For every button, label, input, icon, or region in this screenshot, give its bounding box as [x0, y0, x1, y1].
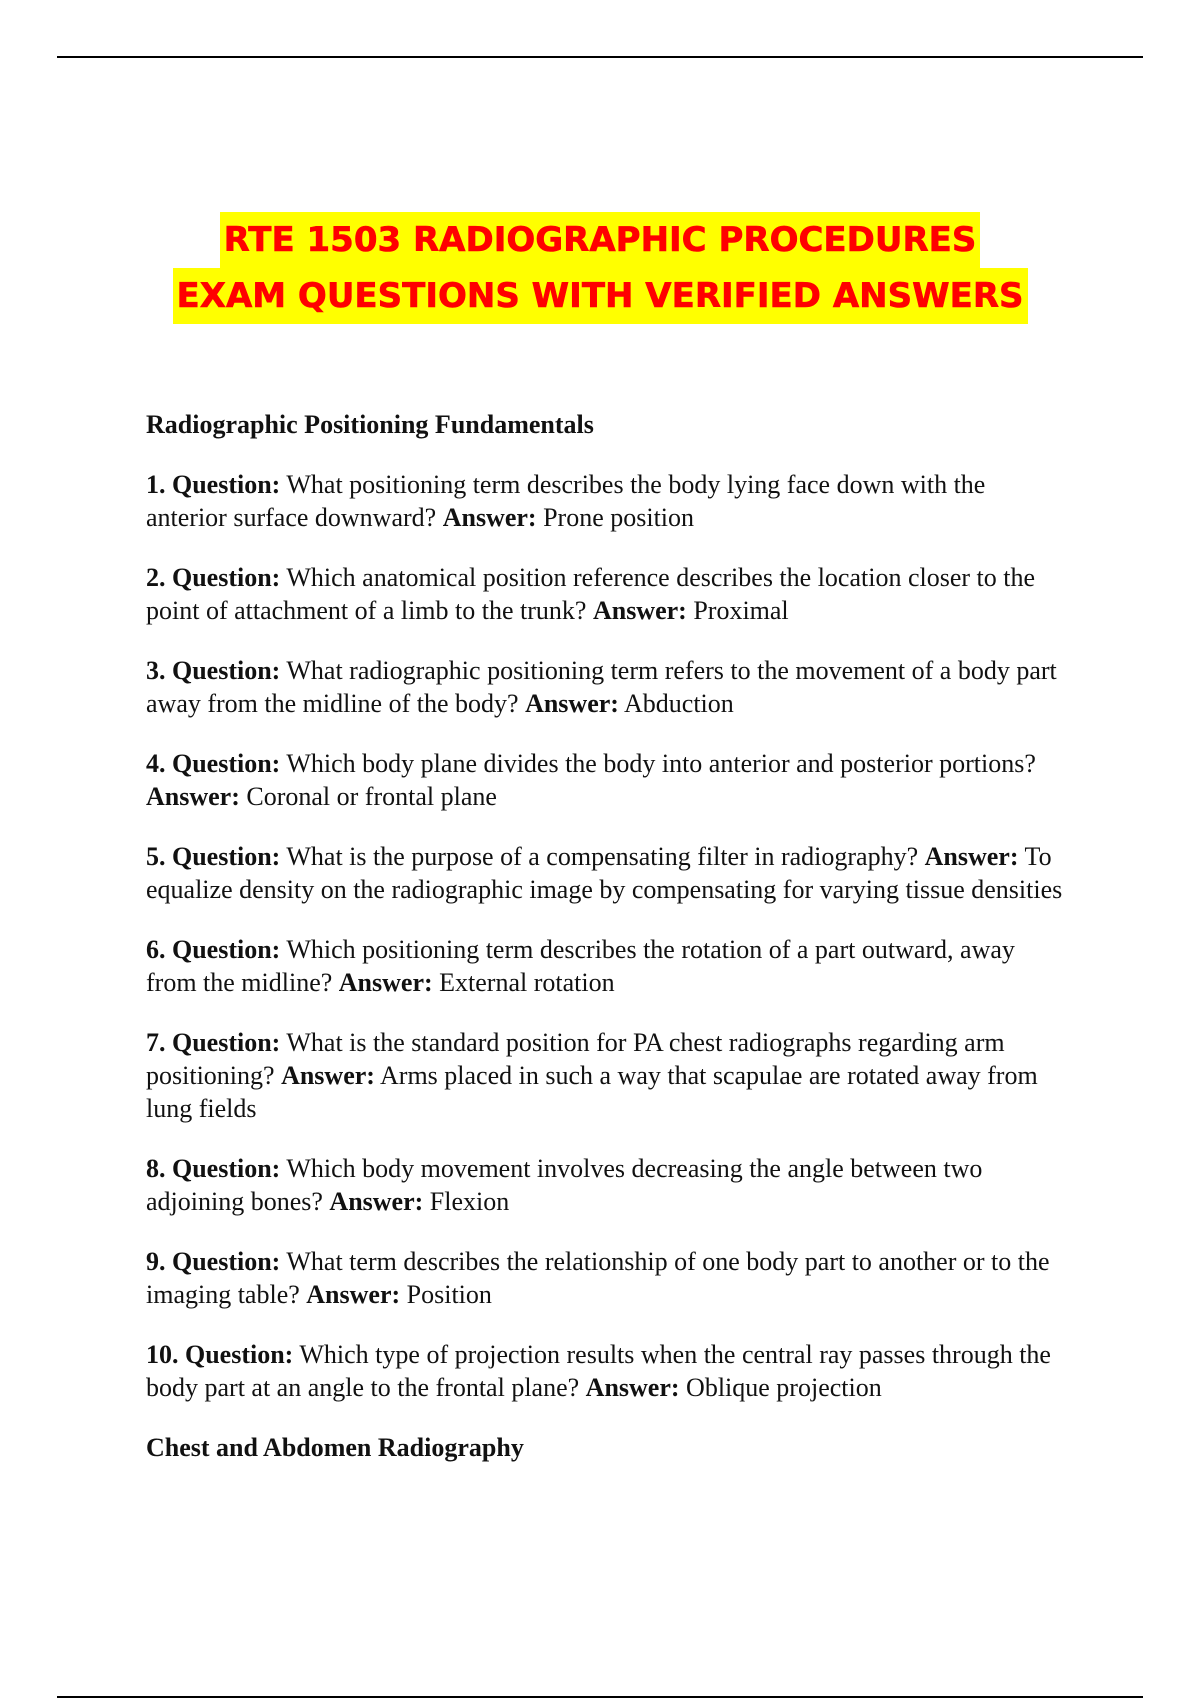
question-number: 5.: [146, 842, 166, 871]
qa-item: [146, 561, 1068, 627]
question-text: What term describes the relationship of one body part to another or to the imaging table?: [146, 1247, 1050, 1309]
title-line-2: EXAM QUESTIONS WITH VERIFIED ANSWERS: [173, 268, 1028, 324]
answer-label: Answer:: [924, 842, 1019, 871]
question-number: 8.: [146, 1154, 166, 1183]
question-label: Question:: [172, 749, 281, 778]
question-text: Which body movement involves decreasing the angle between two adjoining bones?: [146, 1154, 983, 1216]
answer-text: Proximal: [693, 596, 789, 625]
question-text: What radiographic positioning term refers to the movement of a body part away from the midline of the body?: [146, 656, 1057, 718]
qa-list: [146, 468, 1068, 1404]
question-label: Question:: [172, 1247, 281, 1276]
qa-item: [146, 933, 1068, 999]
answer-label: Answer:: [146, 782, 240, 811]
top-rule: [57, 56, 1143, 58]
question-label: Question:: [172, 1154, 281, 1183]
answer-label: Answer:: [329, 1187, 424, 1216]
qa-item: [146, 654, 1068, 720]
qa-item: [146, 1026, 1068, 1125]
question-label: Question:: [172, 563, 281, 592]
answer-label: Answer:: [592, 596, 687, 625]
question-number: 10.: [146, 1340, 179, 1369]
question-label: Question:: [185, 1340, 294, 1369]
answer-label: Answer:: [281, 1061, 375, 1090]
question-number: 6.: [146, 935, 166, 964]
question-number: 4.: [146, 749, 166, 778]
question-text: What positioning term describes the body lying face down with the anterior surface downward?: [146, 470, 986, 532]
question-text: Which positioning term describes the rotation of a part outward, away from the midline?: [146, 935, 1015, 997]
question-label: Question:: [172, 935, 281, 964]
answer-text: Arms placed in such a way that scapulae are rotated away from lung fields: [146, 1061, 1038, 1123]
question-label: Question:: [172, 470, 281, 499]
question-number: 7.: [146, 1028, 166, 1057]
qa-item: [146, 840, 1068, 906]
answer-text: Flexion: [429, 1187, 510, 1216]
answer-label: Answer:: [338, 968, 433, 997]
question-number: 3.: [146, 656, 166, 685]
answer-label: Answer:: [306, 1280, 401, 1309]
answer-text: Coronal or frontal plane: [246, 782, 497, 811]
question-text: Which type of projection results when the central ray passes through the body part at an angle to the frontal plane?: [146, 1340, 1051, 1402]
qa-item: [146, 1245, 1068, 1311]
qa-item: [146, 1338, 1068, 1404]
question-label: Question:: [172, 1028, 281, 1057]
bottom-rule: [57, 1696, 1143, 1698]
question-label: Question:: [172, 656, 281, 685]
qa-item: [146, 468, 1068, 534]
question-text: Which body plane divides the body into anterior and posterior portions?: [286, 749, 1036, 778]
question-number: 1.: [146, 470, 166, 499]
section-heading-positioning: Radiographic Positioning Fundamentals: [146, 410, 594, 439]
question-number: 9.: [146, 1247, 166, 1276]
answer-label: Answer:: [525, 689, 619, 718]
section-heading-chest: Chest and Abdomen Radiography: [146, 1433, 524, 1462]
document-body: [146, 408, 1068, 1491]
title-line-1: RTE 1503 RADIOGRAPHIC PROCEDURES: [220, 212, 981, 268]
answer-label: Answer:: [585, 1373, 680, 1402]
answer-text: External rotation: [439, 968, 615, 997]
qa-item: [146, 1152, 1068, 1218]
qa-item: [146, 747, 1068, 813]
question-label: Question:: [172, 842, 281, 871]
answer-text: Oblique projection: [686, 1373, 882, 1402]
answer-label: Answer:: [442, 503, 537, 532]
document-title: [0, 212, 1200, 324]
question-text: What is the purpose of a compensating filter in radiography?: [286, 842, 919, 871]
question-text: Which anatomical position reference describes the location closer to the point of attachment of a limb to the trunk?: [146, 563, 1036, 625]
question-text: What is the standard position for PA chest radiographs regarding arm positioning?: [146, 1028, 1005, 1090]
answer-text: To equalize density on the radiographic image by compensating for varying tissue densities: [146, 842, 1063, 904]
answer-text: Abduction: [624, 689, 734, 718]
answer-text: Position: [406, 1280, 492, 1309]
answer-text: Prone position: [543, 503, 695, 532]
question-number: 2.: [146, 563, 166, 592]
